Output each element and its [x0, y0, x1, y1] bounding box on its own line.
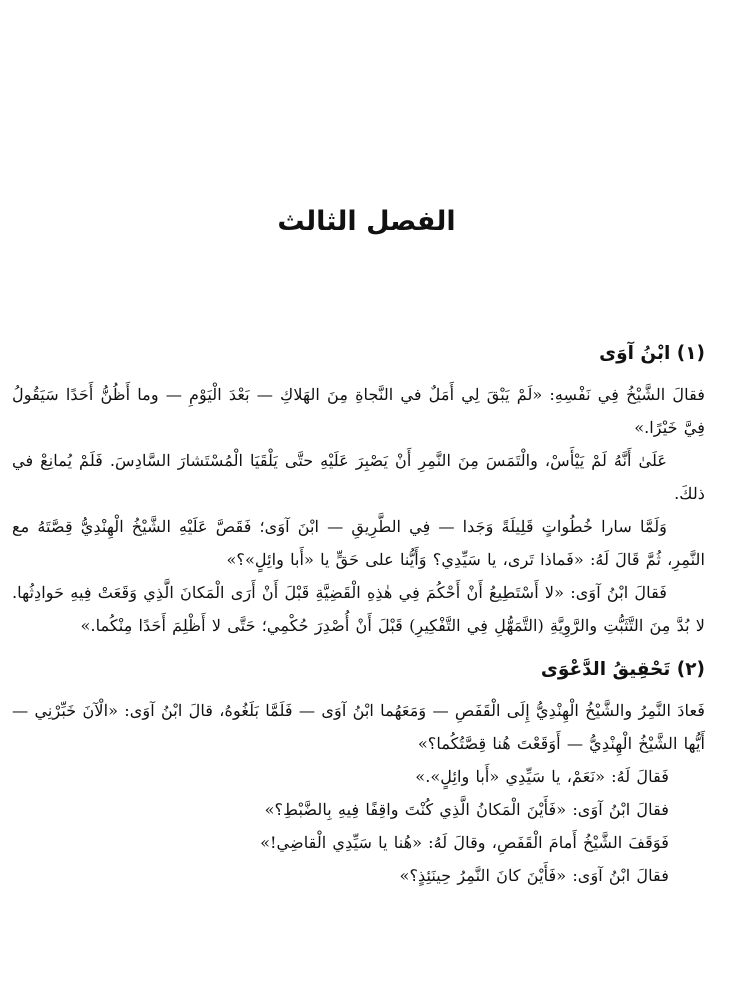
paragraph: فَعادَ النَّمِرُ والشَّيْخُ الْهِنْدِيُّ إِلَى الْقَفَصِ — وَمَعَهُما ابْنُ آوَى — فَلَمَّا بَلَغُوهُ، قالَ ابْنُ آوَى: «الْآنَ خَبِّرْنِي — أَيُّها الشَّيْخُ الْهِنْدِيُّ — أَوَقَعْتَ هُنا قِصَّتُكُما؟» — [12, 701, 705, 753]
section-gap — [12, 642, 705, 654]
paragraph: فَوَقَفَ الشَّيْخُ أَمامَ الْقَفَصِ، وقالَ لَهُ: «هُنا يا سَيِّدِي الْقاضِي!» — [260, 833, 669, 852]
paragraph: فَقالَ ابْنُ آوَى: «لا أَسْتَطِيعُ أَنْ أَحْكُمَ فِي هٰذِهِ الْقَضِيَّةِ قَبْلَ أَنْ أَرَى الْمَكانَ الَّذِي وَقَعَتْ فِيهِ حَوادِثُها. لا بُدَّ مِنَ التَّثَبُّتِ والرَّوِيَّةِ (التَّمَهُّلِ فِي التَّفْكِيرِ) قَبْلَ أَنْ أُصْدِرَ حُكْمِي؛ حَتَّى لا أَظْلِمَ أَحَدًا مِنْكُما.» — [12, 583, 705, 635]
page-body — [12, 338, 705, 892]
chapter-title: الفصل الثالث — [277, 206, 456, 237]
section-heading-2: (٢) تَحْقِيقُ الدَّعْوَى — [540, 659, 705, 680]
paragraph: فَقالَ لَهُ: «نَعَمْ، يا سَيِّدِي «أَبا وائِلٍ».» — [415, 767, 669, 786]
paragraph: عَلَىٰ أَنَّهُ لَمْ يَيْأَسْ، والْتَمَسَ مِنَ النَّمِرِ أَنْ يَصْبِرَ عَلَيْهِ حتَّى يَلْقَيَا الْمُسْتَشارَ السَّادِسَ. فَلَمْ يُمانِعْ في ذلكَ. — [12, 451, 705, 503]
paragraph: فقالَ ابْنُ آوَى: «فَأَيْنَ كانَ النَّمِرُ حِينَئِذٍ؟» — [399, 866, 669, 885]
paragraph: وَلَمَّا سارا خُطُواتٍ قَلِيلَةً وَجَدا — فِي الطَّرِيقِ — ابْنَ آوَى؛ فَقَصَّ عَلَيْهِ الشَّيْخُ الْهِنْدِيُّ قِصَّتَهُ مع النَّمِرِ، ثُمَّ قَالَ لَهُ: «فَماذا تَرى، يا سَيِّدِي؟ وَأَيُّنا على حَقٍّ يا «أَبا وائِلٍ»؟» — [12, 517, 705, 569]
section-heading-1: (١) ابْنُ آوَى — [599, 343, 705, 364]
paragraph: فقالَ الشَّيْخُ فِي نَفْسِهِ: «لَمْ يَبْقَ لِي أَمَلٌ في النَّجاةِ مِنَ الهَلاكِ — بَعْدَ الْيَوْمِ — وما أَظُنُّ أَحَدًا سَيَقُولُ فِيَّ خَيْرًا.» — [12, 385, 705, 437]
paragraph: فقالَ ابْنُ آوَى: «فَأَيْنَ الْمَكانُ الَّذِي كُنْتَ واقِفًا فِيهِ بِالضَّبْطِ؟» — [264, 800, 669, 819]
